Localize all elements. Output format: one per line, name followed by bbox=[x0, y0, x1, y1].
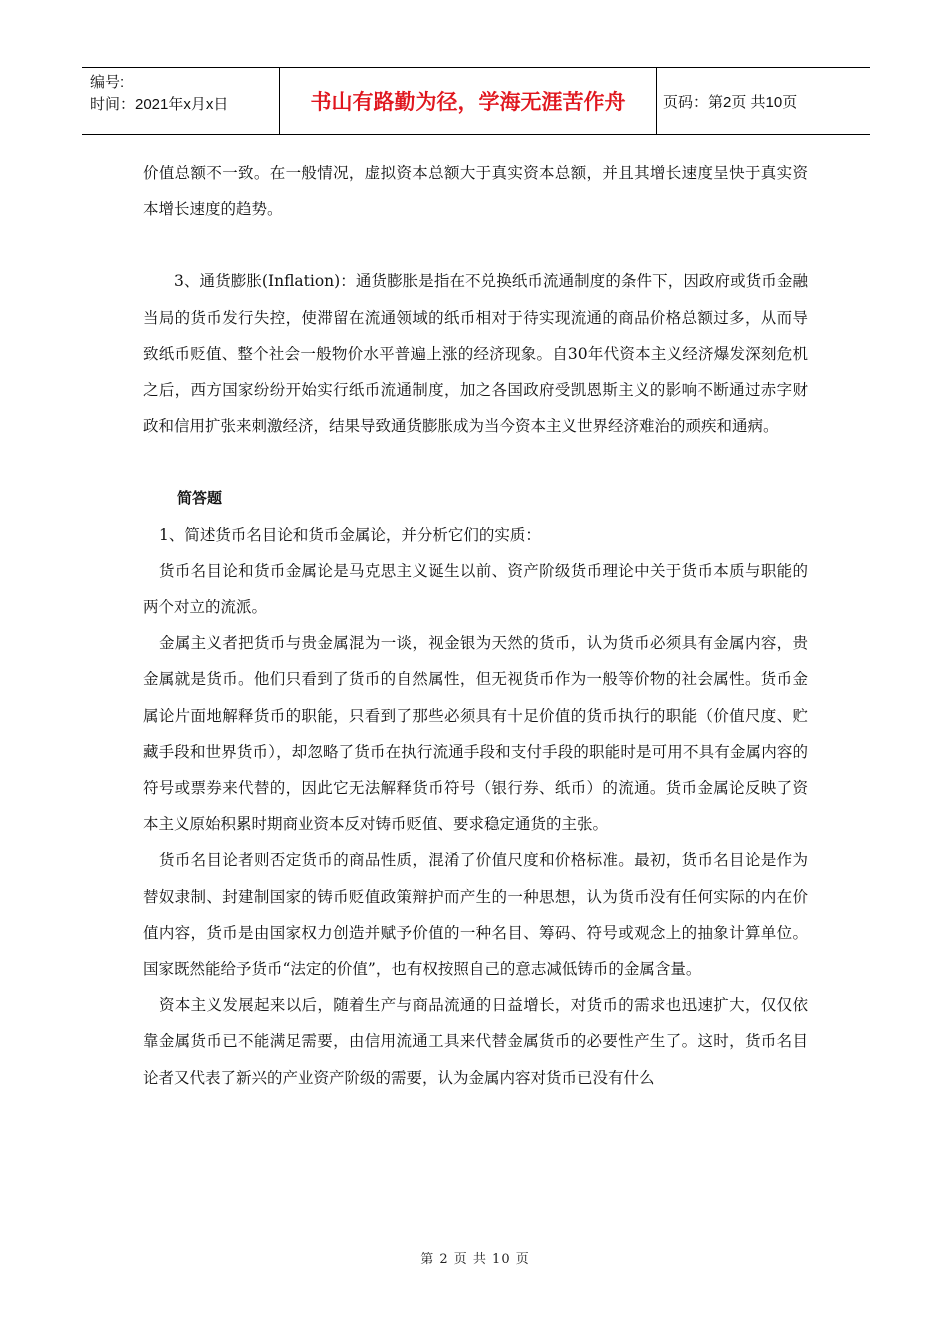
header-motto-cell bbox=[280, 68, 657, 134]
question-title: 1、简述货币名目论和货币金属论，并分析它们的实质： bbox=[159, 525, 541, 544]
paragraph-metallism: 金属主义者把货币与贵金属混为一谈，视金银为天然的货币，认为货币必须具有金属内容，贵金属就是货币。他们只看到了货币的自然属性，但无视货币作为一般等价物的社会属性。货币金属论片面地解释货币的职能，只看到了那些必须具有十足价值的货币执行的职能（价值尺度、贮藏手段和世界货币），却忽略了货币在执行流通手段和支付手段的职能时是可用不具有金属内容的符号或票券来代替的，因此它无法解释货币符号（银行券、纸币）的流通。货币金属论反映了资本主义原始积累时期商业资本反对铸币贬值、要求稳定通货的主张。 bbox=[143, 634, 808, 834]
page-info: 页码：第2页 共10页 bbox=[663, 93, 798, 111]
section-heading: 简答题 bbox=[177, 489, 223, 508]
page-header bbox=[82, 67, 870, 135]
header-meta-cell bbox=[82, 68, 280, 134]
header-page-cell bbox=[657, 68, 870, 134]
code-label: 编号: bbox=[90, 74, 125, 91]
time-label: 时间：2021年x月x日 bbox=[90, 96, 229, 113]
document-body bbox=[143, 155, 808, 1096]
page-footer: 第 2 页 共 10 页 bbox=[420, 1252, 530, 1267]
paragraph-nominalism: 货币名目论者则否定货币的商品性质，混淆了价值尺度和价格标准。最初，货币名目论是作为替奴隶制、封建制国家的铸币贬值政策辩护而产生的一种思想，认为货币没有任何实际的内在价值内容，货币是由国家权力创造并赋予价值的一种名目、筹码、符号或观念上的抽象计算单位。国家既然能给予货币“法定的价值”，也有权按照自己的意志减低铸币的金属含量。 bbox=[143, 851, 808, 979]
paragraph-gap bbox=[143, 227, 808, 263]
paragraph-capitalism: 资本主义发展起来以后，随着生产与商品流通的日益增长，对货币的需求也迅速扩大，仅仅依靠金属货币已不能满足需要，由信用流通工具来代替金属货币的必要性产生了。这时，货币名目论者又代表了新兴的产业资产阶级的需要，认为金属内容对货币已没有什么 bbox=[143, 996, 808, 1087]
paragraph-gap bbox=[143, 444, 808, 480]
paragraph-inflation: 3、通货膨胀(Inflation)：通货膨胀是指在不兑换纸币流通制度的条件下，因政府或货币金融当局的货币发行失控，使滞留在流通领域的纸币相对于待实现流通的商品价格总额过多，从而导致纸币贬值、整个社会一般物价水平普遍上涨的经济现象。自30年代资本主义经济爆发深刻危机之后，西方国家纷纷开始实行纸币流通制度，加之各国政府受凯恩斯主义的影响不断通过赤字财政和信用扩张来刺激经济，结果导致通货膨胀成为当今资本主义世界经济难治的顽疾和通病。 bbox=[143, 272, 808, 436]
motto-text: 书山有路勤为径，学海无涯苦作舟 bbox=[310, 90, 626, 114]
paragraph-continued: 价值总额不一致。在一般情况，虚拟资本总额大于真实资本总额，并且其增长速度呈快于真实资本增长速度的趋势。 bbox=[143, 164, 808, 219]
paragraph-intro: 货币名目论和货币金属论是马克思主义诞生以前、资产阶级货币理论中关于货币本质与职能的两个对立的流派。 bbox=[143, 561, 808, 617]
